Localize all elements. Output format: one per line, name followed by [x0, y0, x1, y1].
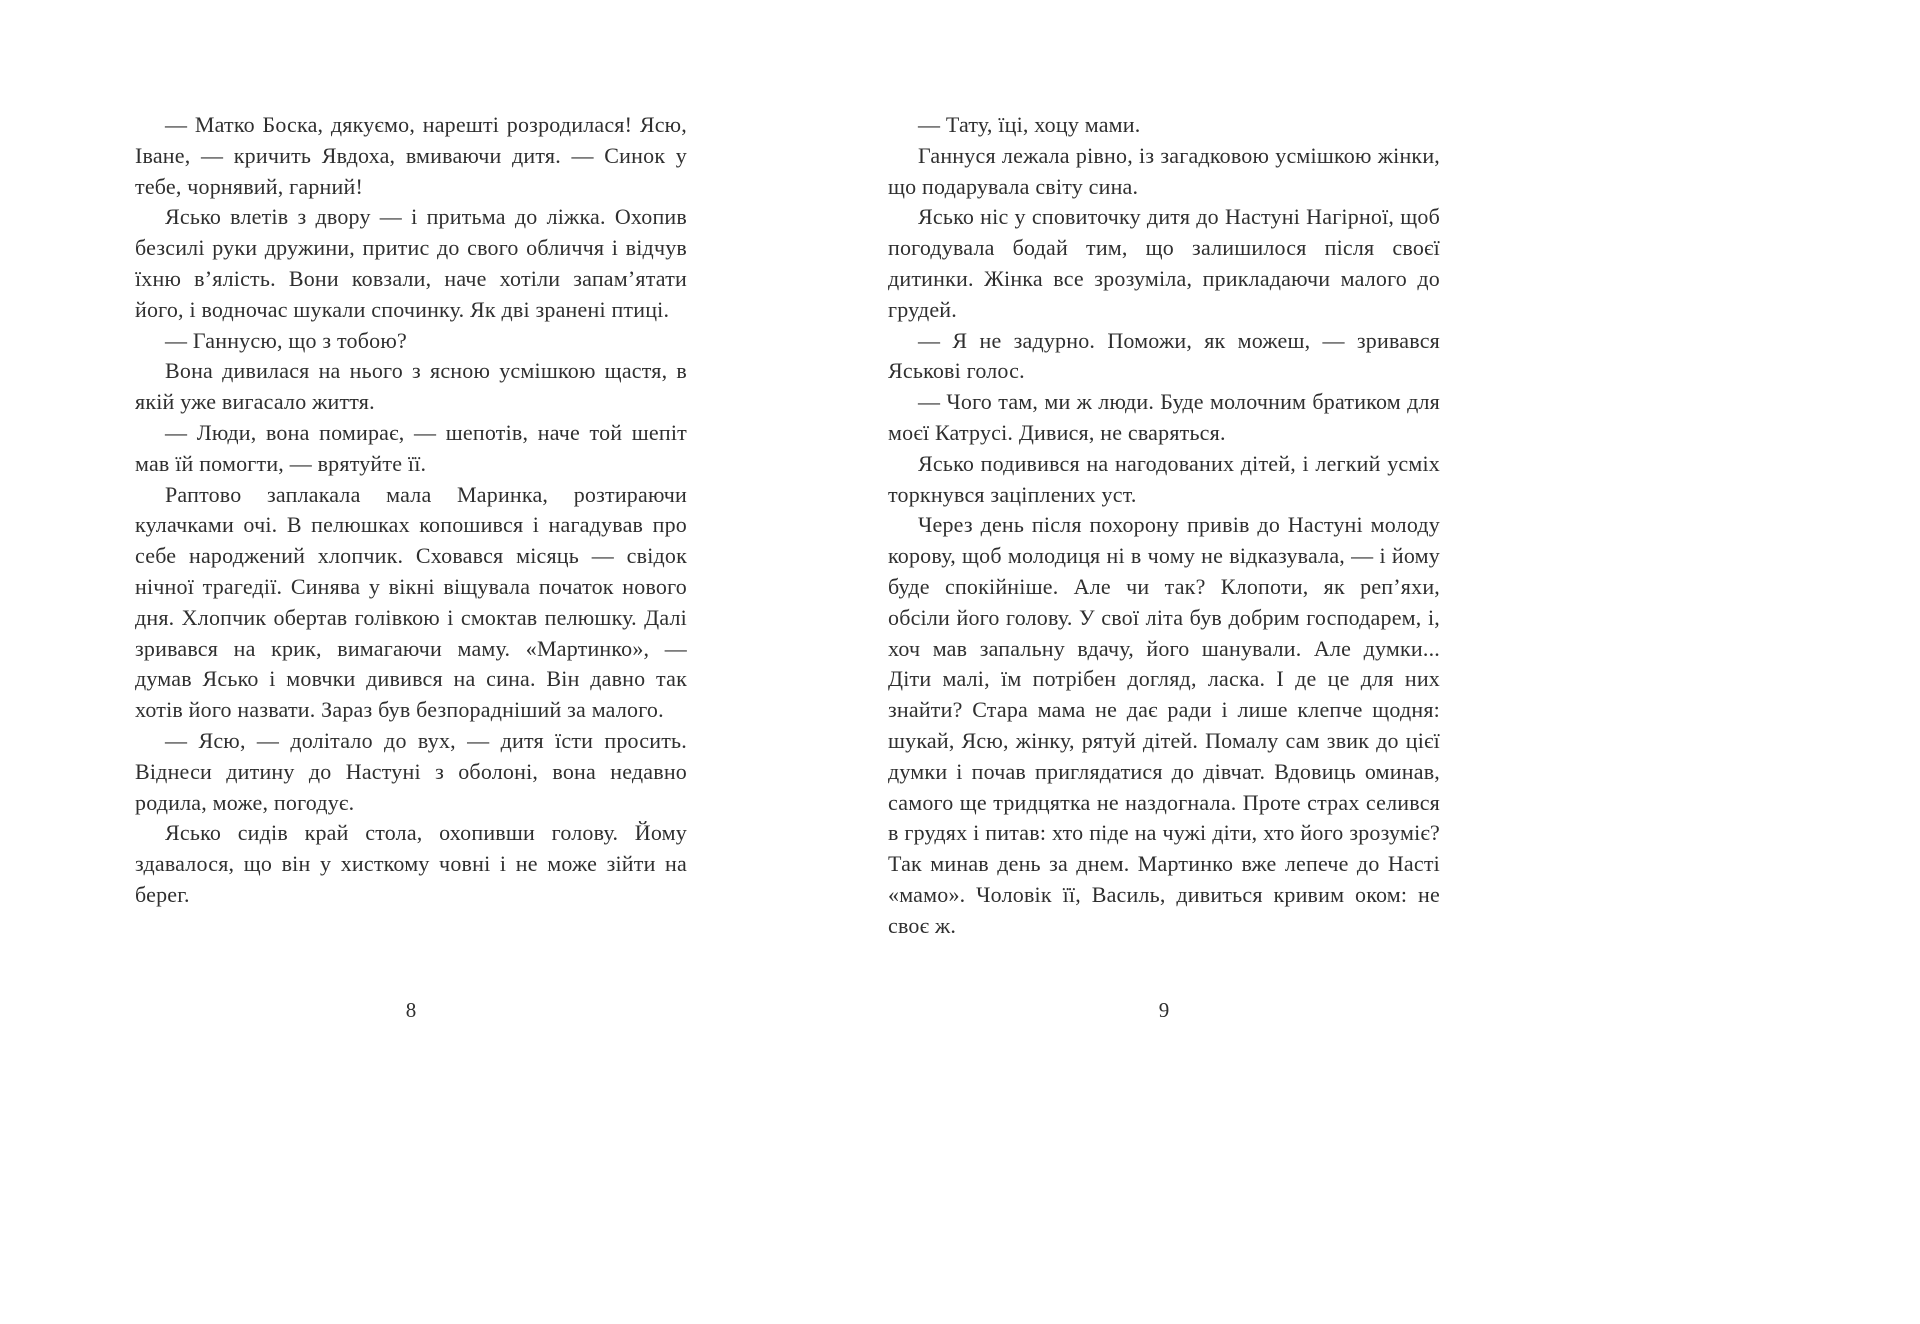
- paragraph: Раптово заплакала мала Маринка, розтираючи кулачками очі. В пелюшках копошився і нагадував про себе народжений хлопчик. Сховався місяць — свідок нічної трагедії. Синява у вікні віщувала початок нового дня. Хлопчик обертав голівкою і смоктав пелюшку. Далі зривався на крик, вимагаючи маму. «Мартинко», — думав Ясько і мовчки дивився на сина. Він давно так хотів його назвати. Зараз був безпорадніший за малого.: [135, 481, 687, 723]
- paragraph: — Я не задурно. Поможи, як можеш, — зривався Яськові голос.: [888, 327, 1440, 384]
- paragraph: Ясько сидів край стола, охопивши голову. Йому здавалося, що він у хисткому човні і не може зійти на берег.: [135, 820, 687, 907]
- page-number-left: 8: [405, 998, 417, 1022]
- paragraph: Ясько подивився на нагодованих дітей, і легкий усміх торкнувся заціплених уст.: [888, 450, 1440, 507]
- paragraph: Вона дивилася на нього з ясною усмішкою щастя, в якій уже вигасало життя.: [135, 358, 687, 415]
- paragraph: — Ганнусю, що з тобою?: [165, 327, 407, 353]
- paragraph: Ганнуся лежала рівно, із загадковою усмішкою жінки, що подарувала світу сина.: [888, 142, 1440, 199]
- paragraph: — Люди, вона помирає, — шепотів, наче той шепіт мав їй помогти, — врятуйте її.: [135, 419, 687, 476]
- page-left: [135, 0, 687, 1324]
- paragraph: — Чого там, ми ж люди. Буде молочним братиком для моєї Катрусі. Дивися, не сваряться.: [888, 389, 1440, 445]
- paragraph: — Ясю, — долітало до вух, — дитя їсти просить. Віднеси дитину до Настуні з оболоні, вона недавно родила, може, погодує.: [135, 727, 687, 815]
- page-number-right: 9: [1158, 998, 1170, 1022]
- page-right: [888, 0, 1440, 1324]
- page-left-text: [135, 110, 687, 911]
- paragraph: — Матко Боска, дякуємо, нарешті розродилася! Ясю, Іване, — кричить Явдоха, вмиваючи дитя. — Синок у тебе, чорнявий, гарний!: [135, 112, 687, 199]
- paragraph: Ясько ніс у сповиточку дитя до Настуні Нагірної, щоб погодувала бодай тим, що залишилося після своєї дитинки. Жінка все зрозуміла, прикладаючи малого до грудей.: [888, 204, 1440, 322]
- paragraph: Ясько влетів з двору — і притьма до ліжка. Охопив безсилі руки дружини, притис до свого обличчя і відчув їхню в’ялість. Вони ковзали, наче хотіли запам’ятати його, і водночас шукали спочинку. Як дві зранені птиці.: [135, 204, 687, 322]
- page-right-text: [888, 110, 1440, 942]
- paragraph: — Тату, їці, хоцу мами.: [918, 112, 1141, 137]
- paragraph: Через день після похорону привів до Настуні молоду корову, щоб молодиця ні в чому не відказувала, — і йому буде спокійніше. Але чи так? Клопоти, як реп’яхи, обсіли його голову. У свої літа був добрим господарем, і, хоч мав запальну вдачу, його шанували. Але думки... Діти малі, їм потрібен догляд, ласка. І де це для них знайти? Стара мама не дає ради і лише клепче щодня: шукай, Ясю, жінку, рятуй дітей. Помалу сам звик до цієї думки і почав приглядатися до дівчат. Вдовиць оминав, самого ще тридцятка не наздогнала. Проте страх селився в грудях і питав: хто піде на чужі діти, хто його зрозуміє? Так минав день за днем. Мартинко вже лепече до Насті «мамо». Чоловік її, Василь, дивиться кривим оком: не своє ж.: [888, 512, 1440, 938]
